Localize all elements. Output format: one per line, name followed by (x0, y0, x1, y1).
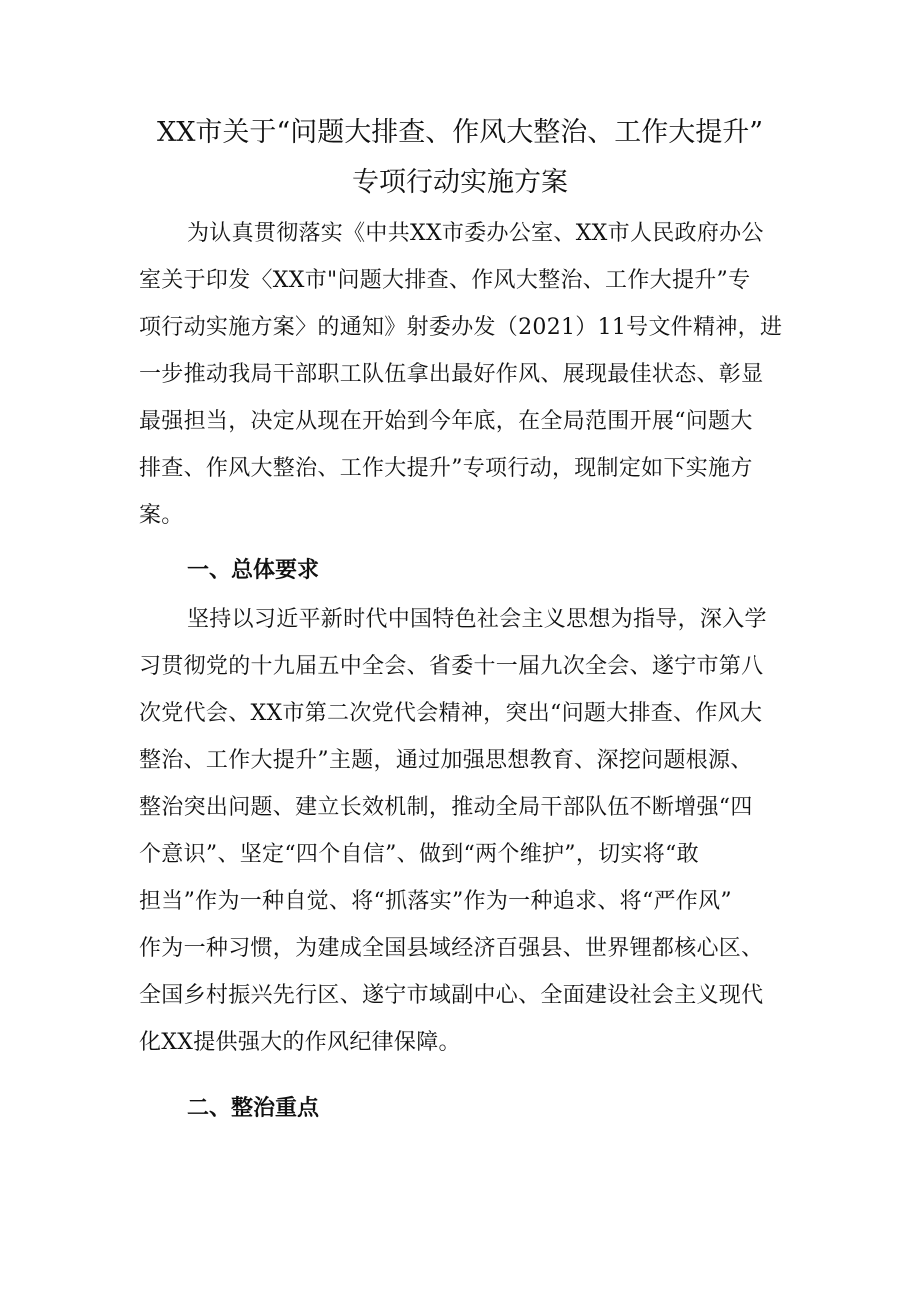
intro-paragraph-line: 室关于印发〈XX市"问题大排查、作风大整治、工作大提升”专 (139, 268, 751, 293)
intro-paragraph-line: 项行动实施方案〉的通知》射委办发（2021）11号文件精神，进 (139, 315, 783, 340)
section-paragraph-line: 次党代会、XX市第二次党代会精神，突出“问题大排查、作风大 (139, 701, 763, 726)
section-paragraph-line: 整治突出问题、建立长效机制，推动全局干部队伍不断增强“四 (139, 795, 753, 820)
section-paragraph-line: 化XX提供强大的作风纪律保障。 (139, 1030, 461, 1055)
section-paragraph-line: 担当”作为一种自觉、将“抓落实”作为一种追求、将“严作风” (139, 889, 732, 914)
section-paragraph-line: 个意识”、坚定“四个自信”、做到“两个维护”，切实将“敢 (139, 842, 699, 867)
intro-paragraph-line: 为认真贯彻落实《中共XX市委办公室、XX市人民政府办公 (187, 221, 764, 246)
intro-paragraph-line: 案。 (139, 503, 184, 528)
section-paragraph-line: 全国乡村振兴先行区、遂宁市域副中心、全面建设社会主义现代 (139, 983, 764, 1008)
intro-paragraph-line: 一步推动我局干部职工队伍拿出最好作风、展现最佳状态、彰显 (139, 362, 764, 387)
section-heading-general-requirements: 一、总体要求 (187, 558, 320, 583)
intro-paragraph-line: 排查、作风大整治、工作大提升”专项行动，现制定如下实施方 (139, 456, 753, 481)
section-paragraph-line: 习贯彻党的十九届五中全会、省委十一届九次全会、遂宁市第八 (139, 654, 764, 679)
intro-paragraph-line: 最强担当，决定从现在开始到今年底，在全局范围开展“问题大 (139, 409, 753, 434)
section-paragraph-line: 整治、工作大提升”主题，通过加强思想教育、深挖问题根源、 (139, 748, 753, 773)
section-paragraph-line: 坚持以习近平新时代中国特色社会主义思想为指导，深入学 (187, 607, 767, 632)
document-title-line-1: XX市关于“问题大排查、作风大整治、工作大提升” (156, 117, 764, 148)
section-heading-rectification-focus: 二、整治重点 (187, 1096, 320, 1121)
section-paragraph-line: 作为一种习惯，为建成全国县域经济百强县、世界锂都核心区、 (139, 936, 764, 961)
document-title-line-2: 专项行动实施方案 (352, 167, 568, 198)
